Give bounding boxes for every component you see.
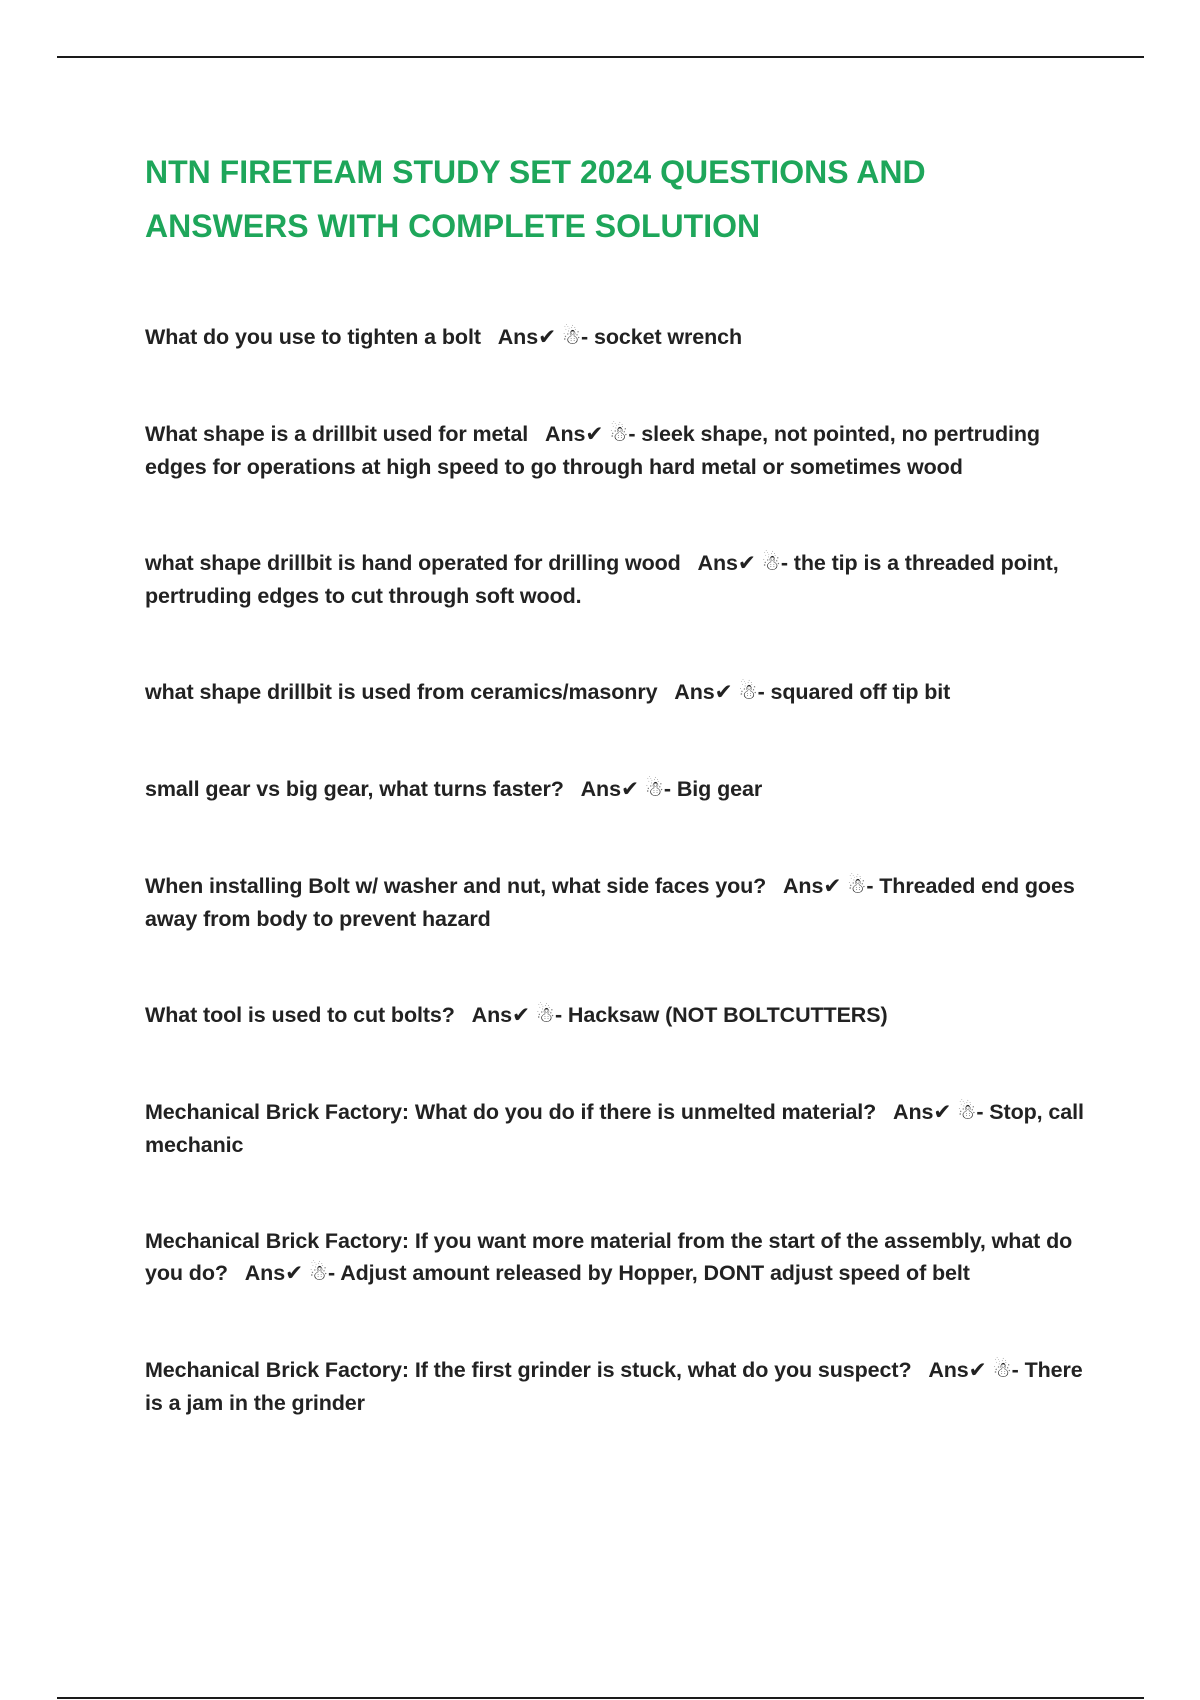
answer-prefix: Ans <box>674 680 715 704</box>
snowman-icon: ☃ <box>761 551 781 576</box>
answer-text: sleek shape, not pointed, no pertruding edges for operations at high speed to go through hard metal or sometimes wood <box>145 422 1040 479</box>
document-body <box>145 145 1090 1483</box>
qa-item <box>145 1354 1090 1419</box>
checkmark-icon: ✔ <box>823 874 842 899</box>
answer-text: There is a jam in the grinder <box>145 1358 1083 1415</box>
question-text: small gear vs big gear, what turns faster? <box>145 777 564 801</box>
question-text: what shape drillbit is used from ceramics/masonry <box>145 680 658 704</box>
answer-prefix: Ans <box>471 1003 512 1027</box>
qa-item <box>145 1225 1090 1290</box>
document-title: NTN FIRETEAM STUDY SET 2024 QUESTIONS AND ANSWERS WITH COMPLETE SOLUTION <box>145 154 926 244</box>
answer-text: socket wrench <box>593 325 743 349</box>
answer-prefix: Ans <box>893 1100 934 1124</box>
answer-dash: - <box>757 680 765 704</box>
snowman-icon: ☃ <box>609 422 629 447</box>
answer-dash: - <box>663 777 671 801</box>
answer-prefix: Ans <box>545 422 586 446</box>
answer-dash: - <box>866 874 874 898</box>
question-text: Mechanical Brick Factory: If you want more material from the start of the assembly, what do you do? <box>145 1229 1073 1285</box>
qa-item <box>145 321 1090 354</box>
answer-text: Big gear <box>676 777 763 801</box>
answer-dash: - <box>554 1003 563 1027</box>
snowman-icon: ☃ <box>738 680 758 705</box>
snowman-icon: ☃ <box>561 325 582 350</box>
checkmark-icon: ✔ <box>585 422 604 447</box>
question-text: Mechanical Brick Factory: What do you do if there is unmelted material? <box>145 1100 877 1124</box>
qa-item <box>145 418 1090 483</box>
checkmark-icon: ✔ <box>620 777 639 802</box>
qa-item <box>145 870 1090 935</box>
checkmark-icon: ✔ <box>933 1100 952 1125</box>
answer-text: Hacksaw (NOT BOLTCUTTERS) <box>567 1003 888 1027</box>
answer-dash: - <box>328 1261 336 1285</box>
snowman-icon: ☃ <box>847 874 867 899</box>
qa-list <box>145 321 1090 1419</box>
snowman-icon: ☃ <box>957 1100 977 1125</box>
answer-prefix: Ans <box>497 325 539 349</box>
answer-dash: - <box>1011 1358 1019 1382</box>
answer-text: Stop, call mechanic <box>145 1100 1084 1157</box>
qa-item <box>145 1096 1090 1161</box>
answer-prefix: Ans <box>580 777 621 801</box>
checkmark-icon: ✔ <box>538 325 556 350</box>
answer-text: the tip is a threaded point, pertruding edges to cut through soft wood. <box>145 551 1059 608</box>
checkmark-icon: ✔ <box>968 1358 987 1383</box>
answer-text: squared off tip bit <box>770 680 951 704</box>
answer-prefix: Ans <box>783 874 824 898</box>
snowman-icon: ☃ <box>992 1358 1012 1383</box>
question-text: Mechanical Brick Factory: If the first grinder is stuck, what do you suspect? <box>145 1358 912 1382</box>
snowman-icon: ☃ <box>644 777 664 802</box>
question-text: what shape drillbit is hand operated for drilling wood <box>145 551 681 575</box>
answer-prefix: Ans <box>697 551 738 575</box>
answer-prefix: Ans <box>244 1261 286 1285</box>
question-text: What tool is used to cut bolts? <box>145 1003 455 1027</box>
question-text: When installing Bolt w/ washer and nut, what side faces you? <box>145 874 767 898</box>
checkmark-icon: ✔ <box>511 1003 530 1028</box>
checkmark-icon: ✔ <box>737 551 756 576</box>
answer-text: Threaded end goes away from body to prevent hazard <box>145 874 1075 931</box>
qa-item <box>145 999 1090 1032</box>
answer-dash: - <box>581 325 589 349</box>
qa-item <box>145 676 1090 709</box>
checkmark-icon: ✔ <box>285 1261 303 1286</box>
answer-prefix: Ans <box>928 1358 969 1382</box>
question-text: What shape is a drillbit used for metal <box>145 422 529 446</box>
answer-dash: - <box>780 551 788 575</box>
question-text: What do you use to tighten a bolt <box>145 325 481 349</box>
top-rule <box>57 56 1144 58</box>
bottom-rule <box>57 1697 1144 1699</box>
answer-dash: - <box>976 1100 984 1124</box>
answer-text: Adjust amount released by Hopper, DONT adjust speed of belt <box>340 1261 970 1285</box>
qa-item <box>145 547 1090 612</box>
snowman-icon: ☃ <box>308 1261 329 1286</box>
checkmark-icon: ✔ <box>714 680 733 705</box>
snowman-icon: ☃ <box>535 1003 555 1028</box>
qa-item <box>145 773 1090 806</box>
answer-dash: - <box>628 422 636 446</box>
